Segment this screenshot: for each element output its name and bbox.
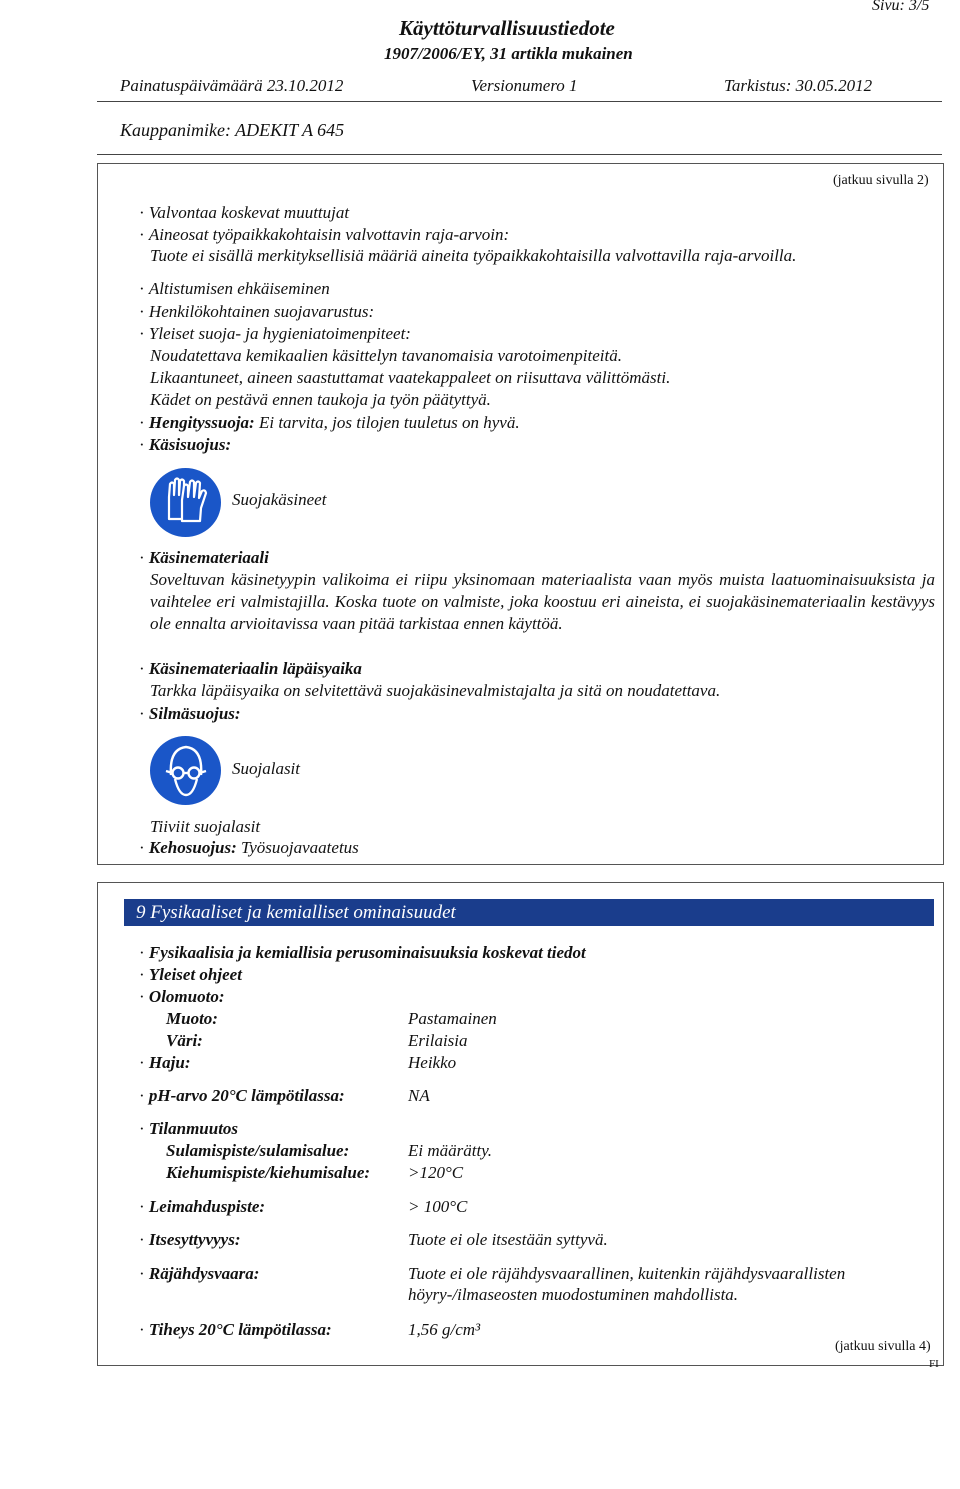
density-label: Tiheys 20°C lämpötilassa: [148,1320,332,1339]
respiratory-row: · Hengityssuoja: Ei tarvita, jos tilojen tuuletus on hyvä. [139,413,520,432]
measure-2: Likaantuneet, aineen saastuttamat vaatekappaleet on riisuttava välittömästi. [150,368,671,387]
penetration-text: Tarkka läpäisyaika on selvitettävä suojakäsinevalmistajalta ja sitä on noudatettava. [150,681,721,700]
hand-protection-heading: · Käsisuojus: [139,435,232,454]
form-value: Pastamainen [408,1009,497,1028]
document-title: Käyttöturvallisuustiedote [399,16,615,40]
section-8-box [97,163,944,865]
measure-3: Kädet on pestävä ennen taukoja ja työn päätyttyä. [150,390,491,409]
melting-value: Ei määrätty. [408,1141,493,1160]
control-params-heading: · Valvontaa koskevat muuttujat [139,203,350,222]
glove-material-text: Soveltuvan käsinetyypin valikoima ei riipu yksinomaan materiaalista vaan myös muista laatuominaisuuksista ja vaihtelee eri valmistajilla. Koska tuote on valmiste, joka koostuu eri aineista, ei suojakäsinemateriaalin kestävyys ole ennalta arvioitavissa vaan pitää tarkistaa ennen käyttöä. [150,570,935,633]
penetration-heading: · Käsinemateriaalin läpäisyaika [139,659,362,678]
ingredients-limits-heading: · Aineosat työpaikkakohtaisin valvottavin raja-arvoin: [139,225,510,244]
general-measures-label: Yleiset suoja- ja hygieniatoimenpiteet: [148,324,411,343]
explosion-value-line-2: höyry-/ilmaseosten muodostuminen mahdollista. [408,1285,739,1304]
boiling-value: >120°C [408,1163,464,1182]
version-number: Versionumero 1 [471,76,578,95]
goggles-caption: Suojalasit [232,759,301,778]
body-protection-text: Työsuojavaatetus [241,838,359,857]
explosion-row: · Räjähdysvaara: [139,1264,260,1283]
ph-label: pH-arvo 20°C lämpötilassa: [148,1086,345,1105]
density-row: · Tiheys 20°C lämpötilassa: [139,1320,332,1339]
page-number: Sivu: 3/5 [872,0,930,14]
explosion-value-line-1: Tuote ei ole räjähdysvaarallinen, kuitenkin räjähdysvaarallisten [408,1264,846,1283]
ph-row: · pH-arvo 20°C lämpötilassa: [139,1086,345,1105]
flash-value: > 100°C [408,1197,468,1216]
eye-protection-heading: · Silmäsuojus: [139,704,241,723]
explosion-label: Räjähdysvaara: [148,1264,260,1283]
exposure-controls-label: Altistumisen ehkäiseminen [148,279,330,298]
continued-to: (jatkuu sivulla 4) [835,1339,931,1354]
ignition-label: Itsesyttyvyys: [148,1230,241,1249]
basic-info-label: Fysikaalisia ja kemiallisia perusominaisuuksia koskevat tiedot [148,943,586,962]
exposure-controls-heading: · Altistumisen ehkäiseminen [139,279,330,298]
ignition-row: · Itsesyttyvyys: [139,1230,241,1249]
penetration-label: Käsinemateriaalin läpäisyaika [148,659,362,678]
respiratory-text: Ei tarvita, jos tilojen tuuletus on hyvä. [258,413,520,432]
section-9-title: 9 Fysikaaliset ja kemialliset ominaisuudet [136,902,456,923]
document-subtitle: 1907/2006/EY, 31 artikla mukainen [384,44,633,63]
eye-protection-label: Silmäsuojus: [148,704,241,723]
trade-name: Kauppanimike: ADEKIT A 645 [120,120,345,140]
flash-label: Leimahduspiste: [148,1197,266,1216]
section-9-header [124,899,934,926]
basic-info-heading: · Fysikaalisia ja kemiallisia perusominaisuuksia koskevat tiedot [139,943,586,962]
ph-value: NA [408,1086,430,1105]
ingredients-text: Tuote ei sisällä merkityksellisiä määriä aineita työpaikkakohtaisilla valvottavilla raja-arvoilla. [150,246,797,265]
continued-from: (jatkuu sivulla 2) [833,173,929,188]
state-change-heading: · Tilanmuutos [139,1119,239,1138]
country-code: FI [929,1358,939,1370]
ingredients-limits-label: Aineosat työpaikkakohtaisin valvottavin raja-arvoin: [148,225,510,244]
general-heading: · Yleiset ohjeet [139,965,242,984]
respiratory-label: Hengityssuoja: [148,413,255,432]
print-date: Painatuspäivämäärä 23.10.2012 [120,76,344,95]
body-protection-row: · Kehosuojus: Työsuojavaatetus [139,838,359,857]
density-value: 1,56 g/cm³ [408,1320,481,1339]
revision-date: Tarkistus: 30.05.2012 [724,76,873,95]
glove-material-heading: · Käsinemateriaali [139,548,269,567]
melting-label: Sulamispiste/sulamisalue: [166,1141,350,1160]
goggles-pictogram-icon [149,735,222,806]
gloves-caption: Suojakäsineet [232,490,327,509]
appearance-label: Olomuoto: [148,987,225,1006]
colour-value: Erilaisia [408,1031,468,1050]
appearance-heading: · Olomuoto: [139,987,225,1006]
glove-material-label: Käsinemateriaali [148,548,269,567]
trade-name-divider [97,154,942,155]
measure-1: Noudatettava kemikaalien käsittelyn tavanomaisia varotoimenpiteitä. [150,346,622,365]
state-change-label: Tilanmuutos [148,1119,239,1138]
control-params-label: Valvontaa koskevat muuttujat [148,203,350,222]
boiling-label: Kiehumispiste/kiehumisalue: [166,1163,371,1182]
flash-row: · Leimahduspiste: [139,1197,266,1216]
ppe-heading: · Henkilökohtainen suojavarustus: [139,302,375,321]
gloves-pictogram-icon [149,467,222,538]
odour-label: Haju: [148,1053,191,1072]
body-protection-label: Kehosuojus: [148,838,237,857]
general-measures-heading: · Yleiset suoja- ja hygieniatoimenpiteet: [139,324,411,343]
odour-value: Heikko [408,1053,457,1072]
hand-protection-label: Käsisuojus: [148,435,232,454]
form-label: Muoto: [166,1009,218,1028]
ignition-value: Tuote ei ole itsestään syttyvä. [408,1230,608,1249]
goggles-text: Tiiviit suojalasit [150,817,261,836]
colour-label: Väri: [166,1031,203,1050]
odour-row: · Haju: [139,1053,191,1072]
ppe-label: Henkilökohtainen suojavarustus: [148,302,375,321]
general-label: Yleiset ohjeet [148,965,242,984]
header-divider [97,101,942,102]
